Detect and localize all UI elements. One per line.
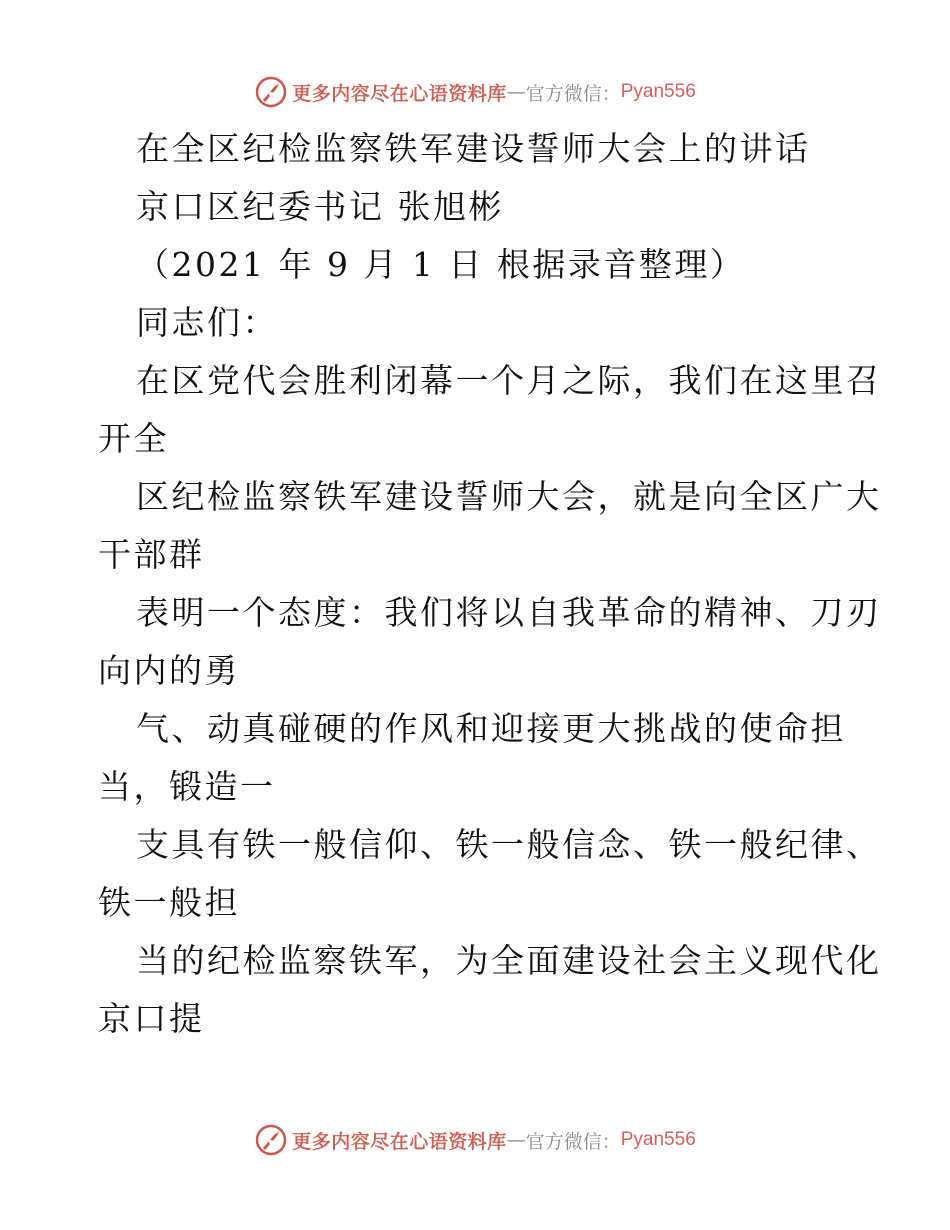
- footer-watermark: [0, 1120, 950, 1160]
- watermark-wechat-label: 官方微信：: [525, 1130, 621, 1153]
- document-title: 在全区纪检监察铁军建设誓师大会上的讲话: [136, 129, 811, 168]
- watermark-wechat-id: Pyan556: [620, 1129, 696, 1150]
- salutation: 同志们：: [136, 303, 278, 342]
- document-body: [98, 120, 882, 1048]
- text-line: 支具有铁一般信仰、铁一般信念、铁一般纪律、: [136, 825, 882, 864]
- watermark-main-text: 更多内容尽在心语资料库: [292, 82, 507, 105]
- text-line: 在区党代会胜利闭幕一个月之际，我们在这里召: [136, 361, 882, 400]
- text-line: 开全: [98, 419, 169, 458]
- watermark-main-text: 更多内容尽在心语资料库: [292, 1130, 507, 1153]
- watermark-wechat-id: Pyan556: [620, 81, 696, 102]
- text-line: 区纪检监察铁军建设誓师大会，就是向全区广大: [136, 477, 882, 516]
- text-line: 干部群: [98, 535, 205, 574]
- header-watermark: [0, 72, 950, 112]
- text-line: 京口提: [98, 999, 205, 1038]
- text-line: 表明一个态度：我们将以自我革命的精神、刀刃: [136, 593, 882, 632]
- pen-nib-icon: [254, 1123, 288, 1157]
- date-note: （2021 年 9 月 1 日 根据录音整理）: [136, 245, 746, 284]
- pen-nib-icon: [254, 75, 288, 109]
- text-line: 当，锻造一: [98, 767, 276, 806]
- text-line: 气、动真碰硬的作风和迎接更大挑战的使命担: [136, 709, 846, 748]
- text-line: 向内的勇: [98, 651, 240, 690]
- text-line: 当的纪检监察铁军，为全面建设社会主义现代化: [136, 941, 882, 980]
- speech-paragraph: [98, 352, 882, 1048]
- watermark-separator: —: [506, 1129, 526, 1151]
- speaker-line: 京口区纪委书记 张旭彬: [136, 187, 504, 226]
- watermark-separator: —: [506, 81, 526, 103]
- watermark-wechat-label: 官方微信：: [525, 82, 621, 105]
- text-line: 铁一般担: [98, 883, 240, 922]
